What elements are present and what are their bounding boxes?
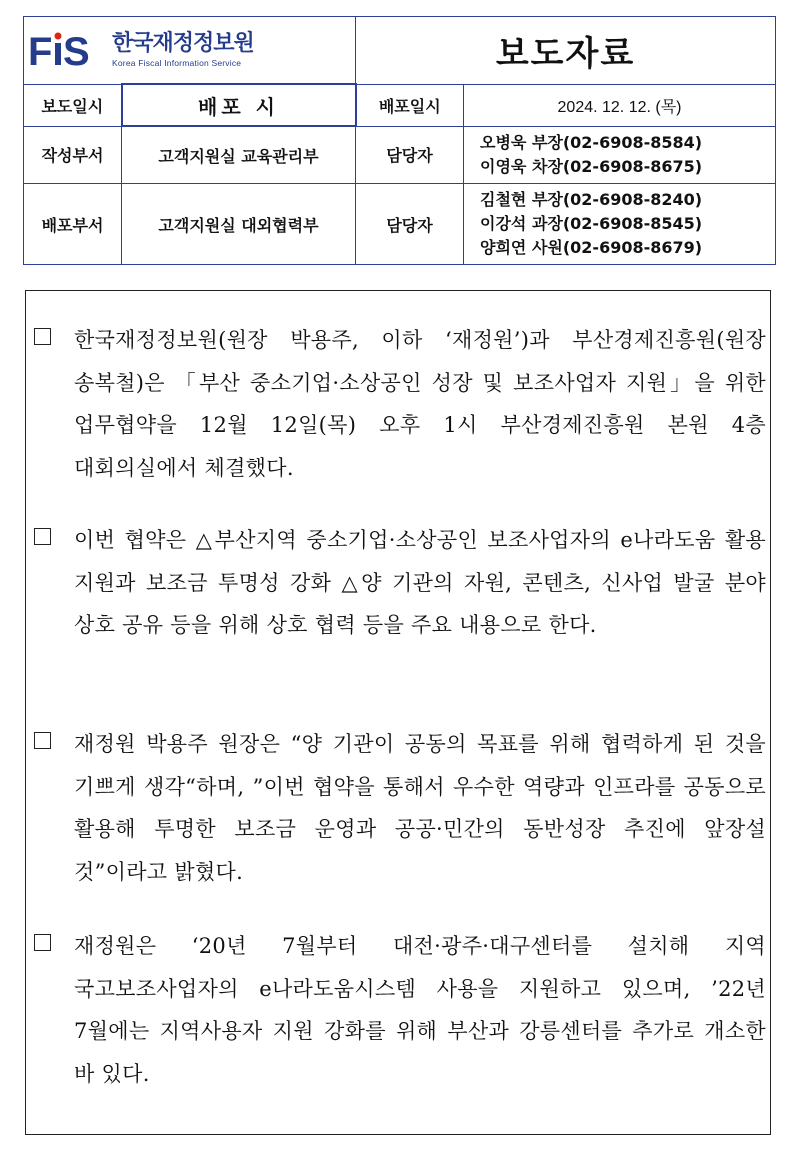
page-title: 보도자료 xyxy=(495,33,636,74)
dist-dept-label: 배포부서 xyxy=(24,184,122,265)
fis-logo xyxy=(24,29,355,71)
author-contacts xyxy=(464,126,776,184)
distribution-date-label: 배포일시 xyxy=(356,84,464,126)
paragraph-text: 이번 협약은 △부산지역 중소기업·소상공인 보조사업자의 e나라도움 활용 지원과 보조금 투명성 강화 △양 기관의 자원, 콘텐츠, 신사업 발굴 분야 상호 공유 등을 위해 상호 협력 등을 주요 내용으로 한다. xyxy=(74,528,766,637)
paragraph-text: 재정원은 ‘20년 7월부터 대전·광주·대구센터를 설치해 지역 국고보조사업자의 e나라도움시스템 사용을 지원하고 있으며, ’22년 7월에는 지역사용자 지원 강화를 위해 부산과 강릉센터를 추가로 개소한 바 있다. xyxy=(74,934,766,1086)
dist-contact-label: 담당자 xyxy=(356,184,464,265)
contact-line: 이영욱 차장(02-6908-8675) xyxy=(480,156,703,176)
contact-line: 이강석 과장(02-6908-8545) xyxy=(480,214,703,233)
checkbox-bullet-icon xyxy=(34,934,51,951)
press-release-header xyxy=(23,16,775,276)
checkbox-bullet-icon xyxy=(34,732,51,749)
paragraph xyxy=(34,925,766,1095)
org-name-en: Korea Fiscal Information Service xyxy=(112,57,242,68)
fis-logo-icon xyxy=(28,29,106,71)
header-table xyxy=(23,16,776,265)
svg-text:S: S xyxy=(63,30,90,71)
paragraph-text: 한국재정정보원(원장 박용주, 이하 ‘재정원’)과 부산경제진흥원(원장 송복철)은 「부산 중소기업·소상공인 성장 및 보조사업자 지원」을 위한 업무협약을 12월 12일(목) 오후 1시 부산경제진흥원 본원 4층 대회의실에서 체결했다. xyxy=(74,328,766,480)
paragraph xyxy=(34,723,766,893)
dist-dept-value: 고객지원실 대외협력부 xyxy=(122,184,356,265)
svg-text:F: F xyxy=(28,30,53,71)
contact-line: 오병욱 부장(02-6908-8584) xyxy=(480,132,703,152)
distribution-date-value: 2024. 12. 12. (목) xyxy=(464,84,776,126)
org-name-kr: 한국재정정보원 xyxy=(112,30,254,56)
contact-line: 김철현 부장(02-6908-8240) xyxy=(480,190,703,209)
author-dept-value: 고객지원실 교육관리부 xyxy=(122,126,356,184)
author-contact-label: 담당자 xyxy=(356,126,464,184)
checkbox-bullet-icon xyxy=(34,328,51,345)
title-cell xyxy=(356,17,776,85)
logo-cell xyxy=(24,17,356,85)
contact-line: 양희연 사원(02-6908-8679) xyxy=(480,238,703,257)
release-date-label: 보도일시 xyxy=(24,84,122,126)
release-date-value: 배포 시 xyxy=(122,84,356,126)
press-release-body xyxy=(25,290,771,1135)
paragraph-text: 재정원 박용주 원장은 “양 기관이 공동의 목표를 위해 협력하게 된 것을 기쁘게 생각“하며, ”이번 협약을 통해서 우수한 역량과 인프라를 공동으로 활용해 투명한 보조금 운영과 공공·민간의 동반성장 추진에 앞장설 것”이라고 밝혔다. xyxy=(74,732,766,884)
paragraph xyxy=(34,319,766,489)
paragraph xyxy=(34,519,766,647)
checkbox-bullet-icon xyxy=(34,528,51,545)
author-dept-label: 작성부서 xyxy=(24,126,122,184)
dist-contacts xyxy=(464,184,776,265)
